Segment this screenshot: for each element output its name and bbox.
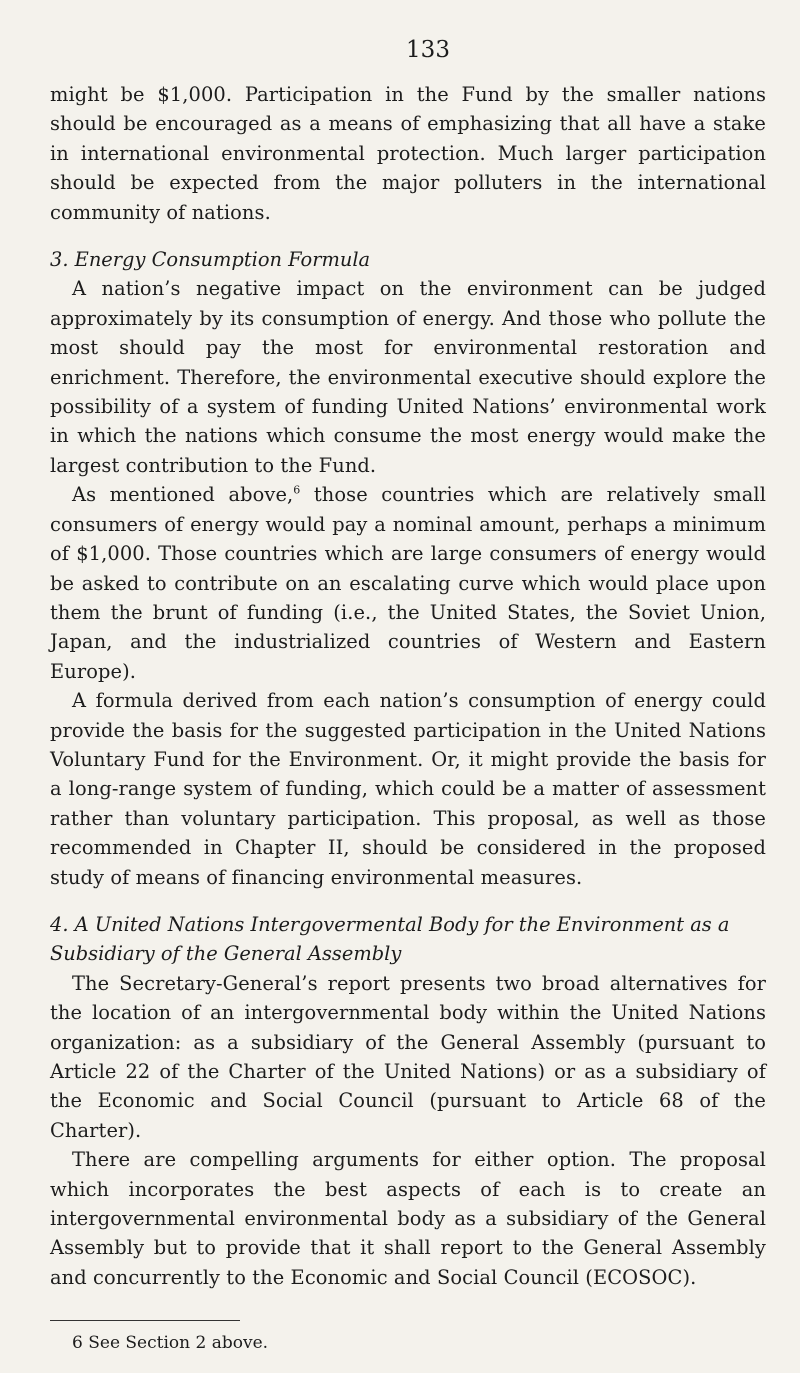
document-page xyxy=(50,0,766,1355)
footnote-reference: 6 xyxy=(293,483,301,497)
footnote-text: See Section 2 above. xyxy=(82,1333,269,1354)
paragraph-energy-impact: A nation’s negative impact on the environment can be judged approximately by its consumption of energy. And those who pollute the most should pay the most for environmental restoration and enrichment. Therefore, the environmental executive should explore the possibility of a system of funding United Nations’ environmental work in which the nations which consume the most energy would make the largest contribution to the Fund. xyxy=(50,277,766,477)
footnote xyxy=(72,1331,766,1355)
paragraph-secretary-general-report: The Secretary-General’s report presents two broad alternatives for the location of an intergovernmental body within the United Nations organization: as a subsidiary of the General Assembly (pursuant to Article 22 of the Charter of the United Nations) or as a subsidiary of the Economic and Social Council (pursuant to Article 68 of the Charter). xyxy=(50,971,766,1142)
paragraph-continued: might be $1,000. Participation in the Fund by the smaller nations should be encouraged as a means of emphasizing that all have a stake in international environmental protection. Much larger participation should be expected from the major polluters in the international community of nations. xyxy=(50,83,766,224)
page-number: 133 xyxy=(406,37,450,63)
footnote-number: 6 xyxy=(72,1333,83,1354)
section-heading-intergovernmental-body: 4. A United Nations Intergovermental Body for the Environment as a Subsidiary of the General Assembly xyxy=(50,912,730,966)
footnote-divider xyxy=(50,1320,240,1321)
section-heading-energy-consumption: 3. Energy Consumption Formula xyxy=(50,248,371,272)
paragraph-nominal-amount xyxy=(50,480,766,686)
body-text xyxy=(50,80,766,1292)
paragraph-text: those countries which are relatively small consumers of energy would pay a nominal amount, perhaps a minimum of $1,000. Those countries which are large consumers of energy would be asked to contribute on an escalating curve which would place upon them the brunt of funding (i.e., the United States, the Soviet Union, Japan, and the industrialized countries of Western and Eastern Europe). xyxy=(50,483,766,683)
paragraph-compelling-arguments: There are compelling arguments for either option. The proposal which incorporates the best aspects of each is to create an intergovernmental environmental body as a subsidiary of the General Assembly but to provide that it shall report to the General Assembly and concurrently to the Economic and Social Council (ECOSOC). xyxy=(50,1148,766,1289)
paragraph-text: As mentioned above, xyxy=(72,483,294,507)
paragraph-formula: A formula derived from each nation’s consumption of energy could provide the basis for the suggested participation in the United Nations Voluntary Fund for the Environment. Or, it might provide the basis for a long-range system of funding, which could be a matter of assessment rather than voluntary participation. This proposal, as well as those recommended in Chapter II, should be considered in the proposed study of means of financing environmental measures. xyxy=(50,689,766,889)
